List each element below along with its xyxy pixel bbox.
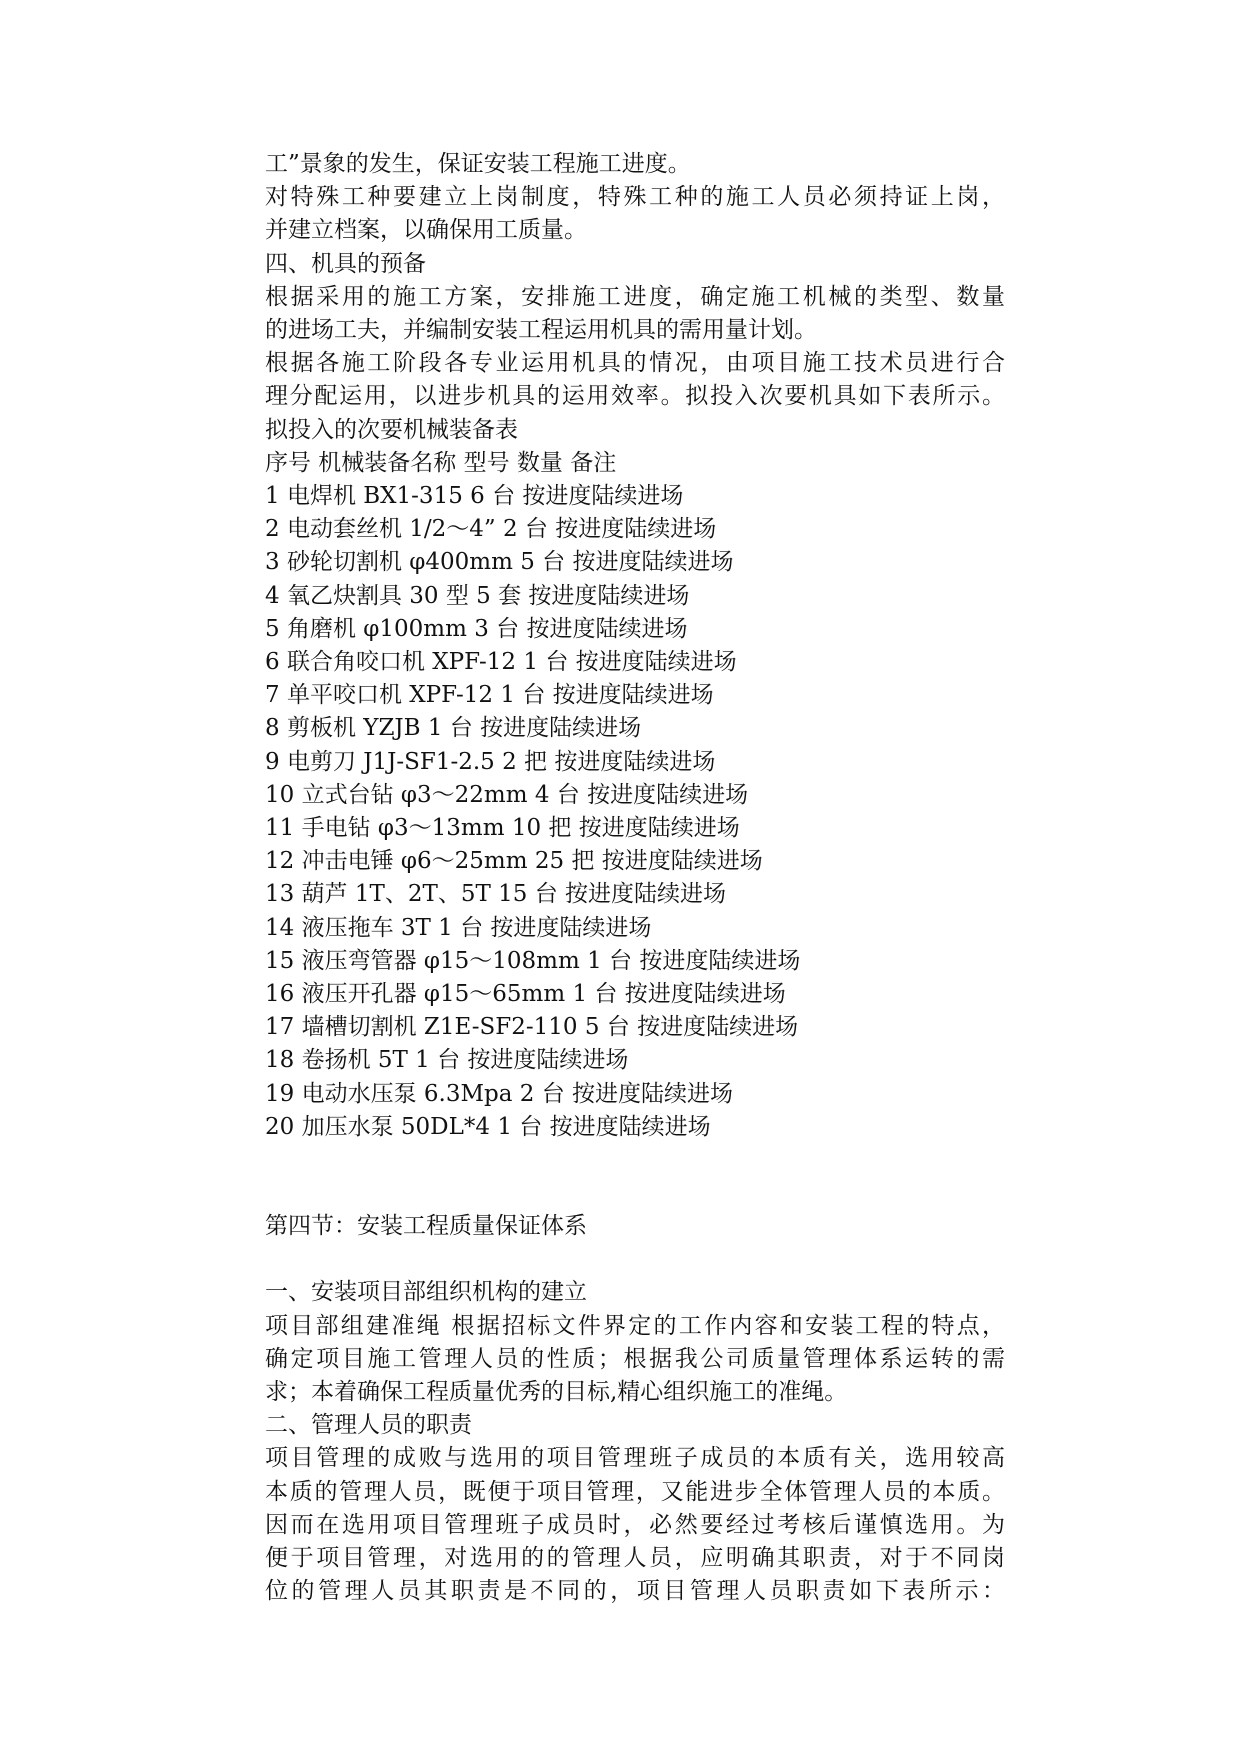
- paragraph-line: 对特殊工种要建立上岗制度，特殊工种的施工人员必须持证上岗，: [265, 184, 1005, 211]
- equipment-row: 6 联合角咬口机 XPF-12 1 台 按进度陆续进场: [265, 649, 737, 676]
- equipment-row: 7 单平咬口机 XPF-12 1 台 按进度陆续进场: [265, 682, 714, 709]
- paragraph-line: 因而在选用项目管理班子成员时，必然要经过考核后谨慎选用。为: [265, 1511, 1005, 1538]
- section-heading: 四、机具的预备: [265, 250, 426, 277]
- table-title: 拟投入的次要机械装备表: [265, 416, 518, 443]
- paragraph-line: 根据各施工阶段各专业运用机具的情况，由项目施工技术员进行合: [265, 350, 1005, 377]
- equipment-row: 4 氧乙炔割具 30 型 5 套 按进度陆续进场: [265, 582, 690, 609]
- section-heading: 一、安装项目部组织机构的建立: [265, 1279, 587, 1306]
- equipment-row: 19 电动水压泵 6.3Mpa 2 台 按进度陆续进场: [265, 1080, 734, 1107]
- equipment-row: 8 剪板机 YZJB 1 台 按进度陆续进场: [265, 715, 642, 742]
- paragraph-line: 并建立档案，以确保用工质量。: [265, 217, 587, 244]
- equipment-row: 9 电剪刀 J1J-SF1-2.5 2 把 按进度陆续进场: [265, 748, 716, 775]
- table-header: 序号 机械装备名称 型号 数量 备注: [265, 449, 617, 476]
- equipment-row: 16 液压开孔器 φ15～65mm 1 台 按进度陆续进场: [265, 981, 786, 1008]
- paragraph-line: 位的管理人员其职责是不同的，项目管理人员职责如下表所示：: [265, 1578, 1005, 1605]
- spacer: [265, 1144, 1005, 1210]
- paragraph-line: 项目管理的成败与选用的项目管理班子成员的本质有关，选用较高: [265, 1445, 1005, 1472]
- spacer: [265, 1243, 1005, 1276]
- paragraph-line: 根据采用的施工方案，安排施工进度，确定施工机械的类型、数量: [265, 283, 1005, 310]
- equipment-row: 14 液压拖车 3T 1 台 按进度陆续进场: [265, 914, 652, 941]
- equipment-list: [265, 480, 1005, 1144]
- paragraph-line: 工”景象的发生，保证安装工程施工进度。: [265, 151, 691, 177]
- equipment-row: 17 墙槽切割机 Z1E-SF2-110 5 台 按进度陆续进场: [265, 1014, 799, 1041]
- equipment-row: 18 卷扬机 5T 1 台 按进度陆续进场: [265, 1047, 629, 1074]
- section-title: 第四节：安装工程质量保证体系: [265, 1213, 587, 1240]
- equipment-row: 10 立式台钻 φ3～22mm 4 台 按进度陆续进场: [265, 781, 749, 808]
- equipment-row: 2 电动套丝机 1/2～4” 2 台 按进度陆续进场: [265, 516, 717, 543]
- equipment-row: 12 冲击电锤 φ6～25mm 25 把 按进度陆续进场: [265, 848, 763, 875]
- section-heading: 二、管理人员的职责: [265, 1412, 472, 1439]
- document-page: [265, 148, 1005, 1608]
- paragraph-line: 项目部组建准绳 根据招标文件界定的工作内容和安装工程的特点，: [265, 1312, 1005, 1339]
- paragraph-line: 求；本着确保工程质量优秀的目标,精心组织施工的准绳。: [265, 1378, 848, 1405]
- equipment-row: 15 液压弯管器 φ15～108mm 1 台 按进度陆续进场: [265, 947, 801, 974]
- equipment-row: 20 加压水泵 50DL*4 1 台 按进度陆续进场: [265, 1113, 711, 1140]
- paragraph-line: 便于项目管理，对选用的的管理人员，应明确其职责，对于不同岗: [265, 1544, 1005, 1571]
- equipment-row: 5 角磨机 φ100mm 3 台 按进度陆续进场: [265, 615, 688, 642]
- equipment-row: 3 砂轮切割机 φ400mm 5 台 按进度陆续进场: [265, 549, 734, 576]
- paragraph-line: 的进场工夫，并编制安装工程运用机具的需用量计划。: [265, 317, 817, 344]
- paragraph-line: 本质的管理人员，既便于项目管理，又能进步全体管理人员的本质。: [265, 1478, 1005, 1505]
- paragraph-line: 理分配运用，以进步机具的运用效率。拟投入次要机具如下表所示。: [265, 383, 1005, 410]
- equipment-row: 11 手电钻 φ3～13mm 10 把 按进度陆续进场: [265, 815, 740, 842]
- equipment-row: 13 葫芦 1T、2T、5T 15 台 按进度陆续进场: [265, 881, 727, 908]
- paragraph-line: 确定项目施工管理人员的性质；根据我公司质量管理体系运转的需: [265, 1345, 1005, 1372]
- equipment-row: 1 电焊机 BX1-315 6 台 按进度陆续进场: [265, 483, 684, 510]
